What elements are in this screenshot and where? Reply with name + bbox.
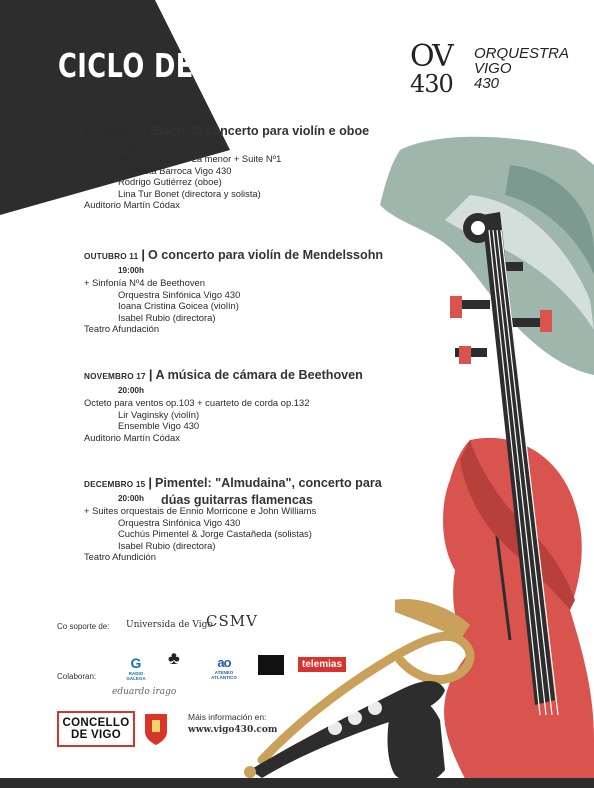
event-performer: Ensemble Vigo 430	[118, 420, 200, 432]
radio-galega-logo: G RADIO GALEGA	[124, 655, 148, 681]
event-title: O concerto para violín de Mendelssohn	[147, 248, 384, 262]
collaborators-label: Colaboran:	[57, 672, 97, 681]
event-title: A música de cámara de Beethoven	[155, 368, 363, 382]
event-time: 20:00h	[118, 386, 144, 395]
event-program: + Concerto para violín en La menor + Suite Nº1	[84, 153, 282, 164]
ateneo-icon: ao	[217, 655, 231, 670]
event-performer: Isabel Rubio (directora)	[118, 311, 216, 323]
bottom-bar	[0, 778, 594, 788]
event-performer: Rodrigo Gutiérrez (oboe)	[118, 176, 222, 188]
event-venue: Auditorio Martín Códax	[84, 431, 180, 443]
event-performer: Ioana Cristina Goicea (violín)	[118, 300, 239, 312]
event-performer: Isabel Rubio (directora)	[118, 539, 216, 551]
event-venue: Auditorio Martín Códax	[84, 199, 180, 211]
universidade-vigo-logo: Universida de Vigo	[126, 620, 213, 630]
sponsors-label: Co soporte de:	[57, 622, 110, 631]
concello-de-vigo-logo: CONCELLO DE VIGO	[57, 711, 135, 747]
event-item: NOVEMBRO 17 | A música de cámara de Beethoven 20:00h Octeto para ventos op.103 + cuarteto de corda op.132 Lir Vaginsky (violín) Ensemble Vigo 430 Auditorio Martín Códax	[84, 367, 363, 443]
event-performer: Orquestra Sinfónica Vigo 430	[118, 288, 241, 300]
event-performer: Lina Tur Bonet (directora y solista)	[118, 187, 261, 199]
ateneo-atlantico-logo: ao ATENEO ATLÁNTICO	[204, 655, 244, 680]
film-logo-icon	[258, 655, 284, 675]
logo-monogram: OV	[410, 39, 452, 74]
logo-monogram-number: 430	[410, 70, 453, 98]
event-title-continued: dúas guitarras flamencas	[161, 493, 313, 507]
event-title: Bach: O concerto para violín e oboe	[153, 124, 370, 138]
logo-wordmark: ORQUESTRA VIGO 430	[474, 45, 570, 92]
event-performer: Orquestra Sinfónica Vigo 430	[118, 516, 241, 528]
event-date: NOVEMBRO 17	[84, 372, 146, 381]
csmv-logo: CSMV	[206, 612, 258, 630]
event-date: SETEMBRO 27	[84, 128, 144, 137]
event-time: 19:00h	[118, 266, 144, 275]
harp-logo-icon: ♣	[168, 648, 180, 668]
poster-title: CICLO DE OUTONO 2020	[58, 46, 414, 85]
event-program: + Suites orquestais de Ennio Morricone e John Williams	[84, 505, 317, 516]
event-venue: Teatro Afundación	[84, 323, 160, 335]
event-time: 19:00h	[118, 142, 144, 151]
radio-galega-icon: G	[130, 655, 142, 671]
orchestra-logo	[410, 39, 580, 100]
website-link[interactable]: www.vigo430.com	[188, 725, 278, 735]
event-program: + Sinfonía Nº4 de Beethoven	[84, 277, 205, 288]
event-date: OUTUBRO 11	[84, 252, 139, 261]
event-item: SETEMBRO 27 | Bach: O concerto para violín e oboe 19:00h + Concerto para violín en La menor + Suite Nº1 Orquesta Barroca Vigo 430 Rodrigo Gutiérrez (oboe) Lina Tur Bonet (directora y solista) Auditorio Martín Códax	[84, 123, 370, 211]
event-venue: Teatro Afundición	[84, 551, 156, 563]
event-title: Pimentel: "Almudaina", concerto para	[154, 476, 382, 490]
event-performer: Lir Vaginsky (violín)	[118, 408, 200, 420]
telemias-logo: telemias	[298, 657, 346, 672]
more-info-label: Máis información en:	[188, 712, 267, 722]
eduardo-irago-logo: eduardo irago	[112, 687, 177, 697]
event-program: Octeto para ventos op.103 + cuarteto de corda op.132	[84, 397, 310, 408]
event-performer: Orquesta Barroca Vigo 430	[118, 164, 232, 176]
coat-of-arms-icon	[143, 712, 169, 746]
event-date: DECEMBRO 15	[84, 480, 146, 489]
event-time: 20:00h	[118, 494, 144, 503]
event-item: DECEMBRO 15 | Pimentel: "Almudaina", concerto para dúas guitarras flamencas 20:00h + Suites orquestais de Ennio Morricone e John Williams Orquestra Sinfónica Vigo 430 Cuchús Pimentel & Jorge Castañeda (solistas) Isabel Rubio (directora) Teatro Afundición	[84, 475, 382, 563]
event-performer: Cuchús Pimentel & Jorge Castañeda (solistas)	[118, 528, 312, 540]
event-item: OUTUBRO 11 | O concerto para violín de Mendelssohn 19:00h + Sinfonía Nº4 de Beethoven Orquestra Sinfónica Vigo 430 Ioana Cristina Goicea (violín) Isabel Rubio (directora) Teatro Afundación	[84, 247, 384, 335]
trumpet-bell	[388, 696, 446, 784]
